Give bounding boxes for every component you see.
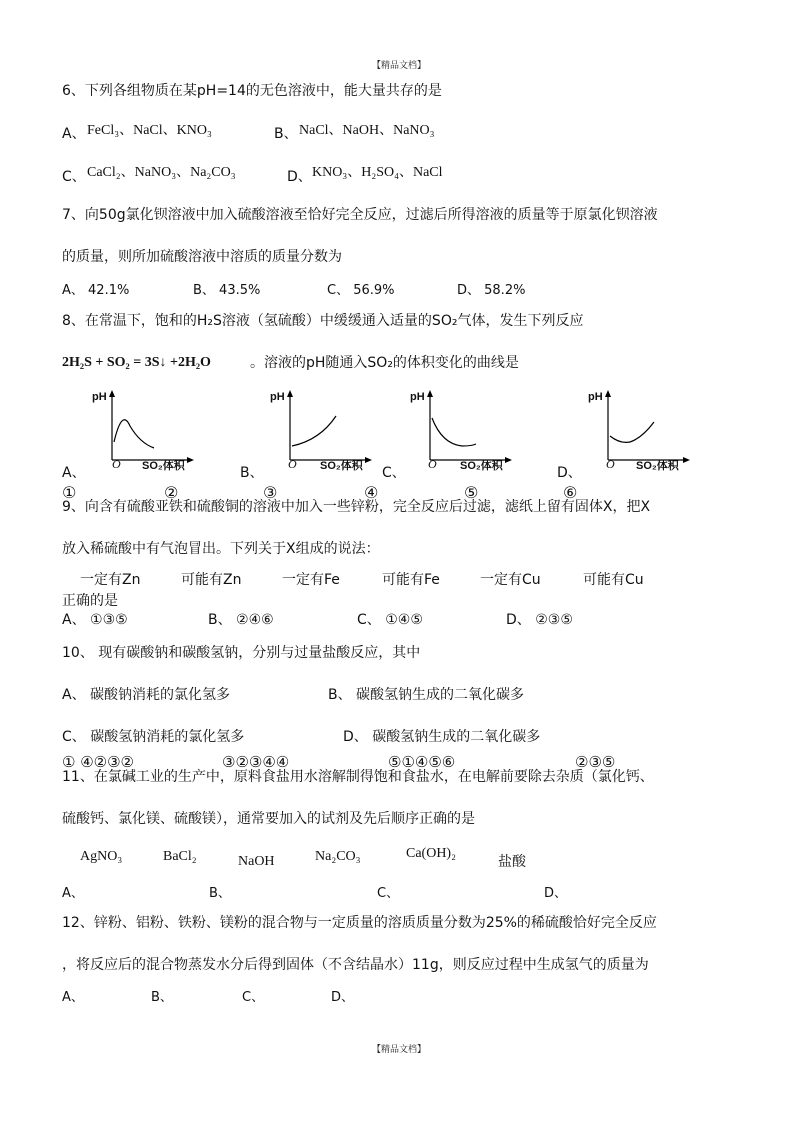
q9-statement-3: 一定有Fe bbox=[282, 572, 340, 588]
q12-option-d: D、 bbox=[331, 990, 355, 1005]
q8-curve-d bbox=[610, 422, 654, 442]
q8-curve-a bbox=[114, 420, 154, 448]
q11-option-d: D、 bbox=[544, 886, 568, 901]
q9-line-2: 放入稀硫酸中有气泡冒出。下列关于X组成的说法： bbox=[62, 541, 380, 557]
circled-number-4: ④ bbox=[364, 483, 379, 502]
q8-graph-b-y-label: pH bbox=[270, 391, 285, 403]
q12-line-2: ，将反应后的混合物蒸发水分后得到固体（不含结晶水）11g，则反应过程中生成氢气的质量为 bbox=[62, 957, 649, 973]
q7-line-2: 的质量，则所加硫酸溶液中溶质的质量分数为 bbox=[62, 249, 342, 265]
q9-line-1: 9、向含有硫酸亚铁和硫酸铜的溶液中加入一些锌粉，完全反应后过滤，滤纸上留有固体X，把X bbox=[62, 499, 651, 515]
q11-reagent-2: BaCl₂ bbox=[163, 849, 197, 864]
circled-number-6: ⑥ bbox=[563, 483, 578, 502]
q7-option-c: C、 56.9% bbox=[327, 283, 395, 298]
q9-statement-4: 可能有Fe bbox=[382, 572, 440, 588]
q8-curve-c bbox=[432, 418, 476, 446]
q8-equation: 2H₂S + SO₂ = 3S↓ +2H₂O bbox=[62, 355, 211, 370]
q8-graph-a-x-label: SO₂体积 bbox=[142, 460, 185, 472]
q7-option-b: B、 43.5% bbox=[193, 283, 261, 298]
q8-option-b-label: B、 bbox=[240, 465, 264, 481]
q8-curve-b bbox=[292, 416, 336, 446]
q10-option-a: A、 碳酸钠消耗的氯化氢多 bbox=[62, 687, 231, 703]
q6-option-d-text: KNO₃、H₂SO₄、NaCl bbox=[312, 165, 443, 180]
q8-option-a-label: A、 bbox=[62, 465, 86, 481]
q9-correct-label: 正确的是 bbox=[62, 593, 118, 609]
q8-option-d-label: D、 bbox=[557, 465, 582, 481]
q8-graph-a-y-label: pH bbox=[92, 391, 107, 403]
q6-option-a-text: FeCl₃、NaCl、KNO₃ bbox=[87, 123, 212, 138]
q9-option-c: C、 ①④⑤ bbox=[357, 612, 423, 628]
q10-option-c: C、 碳酸氢钠消耗的氯化氢多 bbox=[62, 729, 245, 745]
q10-option-b: B、 碳酸氢钠生成的二氧化碳多 bbox=[328, 687, 525, 703]
q7-option-a: A、 42.1% bbox=[62, 283, 130, 298]
q7-line-1: 7、向50g氯化钡溶液中加入硫酸溶液至恰好完全反应，过滤后所得溶液的质量等于原氯化钡溶液 bbox=[62, 207, 658, 223]
q10-stem: 10、 现有碳酸钠和碳酸氢钠，分别与过量盐酸反应，其中 bbox=[62, 645, 421, 661]
q7-option-d: D、 58.2% bbox=[457, 283, 526, 298]
q9-option-a: A、 ①③⑤ bbox=[62, 612, 128, 628]
q9-statement-1: 一定有Zn bbox=[80, 572, 141, 588]
circled-group-3: ⑤①④⑤⑥ bbox=[388, 753, 456, 771]
q8-graph-d-y-label: pH bbox=[588, 391, 603, 403]
q6-option-b-text: NaCl、NaOH、NaNO₃ bbox=[299, 123, 435, 138]
q9-option-d: D、 ②③⑤ bbox=[506, 612, 573, 628]
q11-reagent-4: Na₂CO₃ bbox=[315, 849, 361, 864]
q11-line-2: 硫酸钙、氯化镁、硫酸镁），通常要加入的试剂及先后顺序正确的是 bbox=[62, 811, 475, 827]
q8-graph-b-x-label: SO₂体积 bbox=[320, 460, 363, 472]
q8-graph-a-origin: O bbox=[112, 457, 121, 471]
q10-option-d: D、 碳酸氢钠生成的二氧化碳多 bbox=[343, 729, 541, 745]
q11-reagent-3: NaOH bbox=[238, 854, 275, 869]
q8-graph-c-y-label: pH bbox=[410, 391, 425, 403]
q8-option-c-label: C、 bbox=[382, 465, 406, 481]
q11-option-a: A、 bbox=[62, 886, 84, 901]
q9-statement-5: 一定有Cu bbox=[480, 572, 541, 588]
q11-reagent-6: 盐酸 bbox=[498, 854, 526, 870]
circled-number-3: ③ bbox=[263, 483, 278, 502]
q12-option-b: B、 bbox=[151, 990, 173, 1005]
q8-graph-b-origin: O bbox=[288, 457, 297, 471]
q8-graph-d-origin: O bbox=[606, 457, 615, 471]
q6-option-a-label: A、 bbox=[62, 126, 86, 142]
q8-line-1: 8、在常温下，饱和的H₂S溶液（氢硫酸）中缓缓通入适量的SO₂气体，发生下列反应 bbox=[62, 313, 584, 329]
q11-reagent-1: AgNO₃ bbox=[80, 849, 123, 864]
page-footer: 【精品文档】 bbox=[372, 1045, 427, 1055]
q11-line-1: 11、在氯碱工业的生产中，原料食盐用水溶解制得饱和食盐水，在电解前要除去杂质（氯化钙、 bbox=[62, 769, 654, 785]
circled-number-5: ⑤ bbox=[464, 483, 479, 502]
q11-option-b: B、 bbox=[209, 886, 231, 901]
q6-option-c-text: CaCl₂、NaNO₃、Na₂CO₃ bbox=[87, 165, 236, 180]
q6-option-c-label: C、 bbox=[62, 169, 86, 185]
q8-graph-c-x-label: SO₂体积 bbox=[460, 460, 503, 472]
q9-statement-6: 可能有Cu bbox=[583, 572, 644, 588]
q8-line-2: 。溶液的pH随通入SO₂的体积变化的曲线是 bbox=[250, 355, 519, 371]
q6-option-b-label: B、 bbox=[274, 126, 298, 142]
circled-group-2: ③②③④④ bbox=[222, 753, 290, 771]
q12-option-a: A、 bbox=[62, 990, 84, 1005]
q8-graph-d-x-label: SO₂体积 bbox=[636, 460, 679, 472]
q12-line-1: 12、锌粉、铝粉、铁粉、镁粉的混合物与一定质量的溶质质量分数为25%的稀硫酸恰好完全反应 bbox=[62, 915, 657, 931]
circled-group-4: ②③⑤ bbox=[575, 753, 616, 771]
q6-option-d-label: D、 bbox=[287, 169, 312, 185]
page-header: 【精品文档】 bbox=[372, 61, 427, 71]
q9-statement-2: 可能有Zn bbox=[181, 572, 242, 588]
circled-group-1: ① ④②③② bbox=[62, 753, 135, 771]
q12-option-c: C、 bbox=[242, 990, 265, 1005]
q11-reagent-5: Ca(OH)₂ bbox=[406, 846, 456, 861]
q8-graph-c-origin: O bbox=[428, 457, 437, 471]
q9-option-b: B、 ②④⑥ bbox=[208, 612, 274, 628]
circled-number-2: ② bbox=[164, 483, 179, 502]
q6-stem: 6、下列各组物质在某pH=14的无色溶液中，能大量共存的是 bbox=[62, 83, 442, 99]
q11-option-c: C、 bbox=[377, 886, 400, 901]
circled-number-1: ① bbox=[62, 483, 77, 502]
